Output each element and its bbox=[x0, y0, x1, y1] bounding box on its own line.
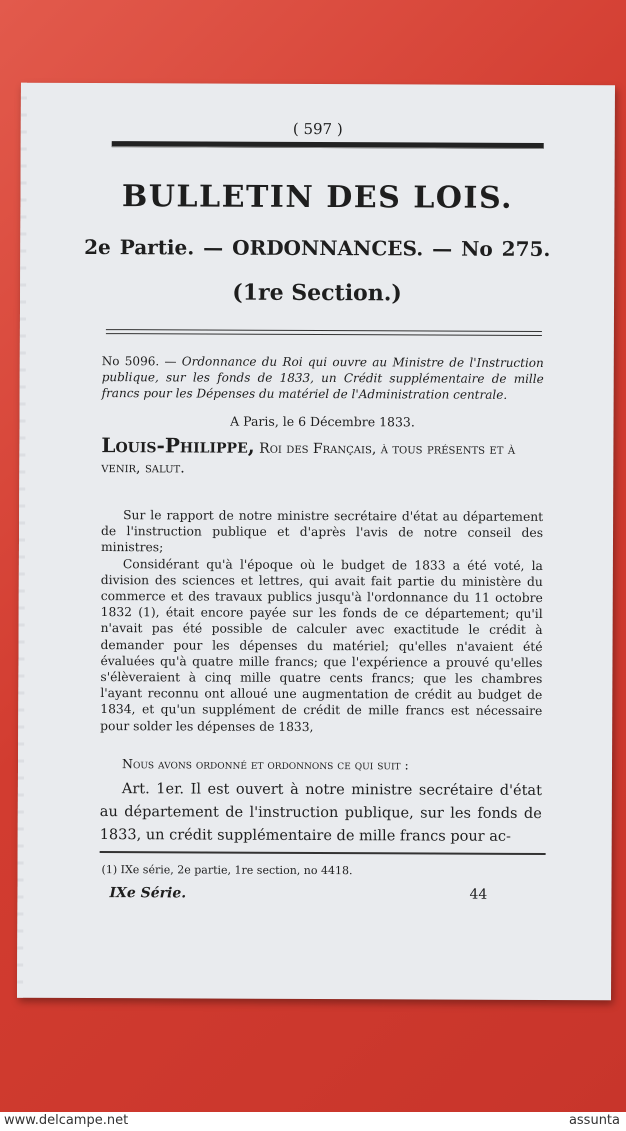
date-line: A Paris, le 6 Décembre 1833. bbox=[230, 413, 415, 430]
ordonnance-heading bbox=[102, 353, 544, 403]
header-rule bbox=[112, 141, 544, 149]
king-title: Roi des Français, à tous présents et à venir, salut. bbox=[101, 440, 516, 477]
paragraph: Sur le rapport de notre ministre secrétaire d'état au département de l'instruction publique et d'après l'avis de notre conseil des ministres; bbox=[100, 508, 544, 555]
footnote: (1) IXe série, 2e partie, 1re section, no 4418. bbox=[101, 863, 353, 878]
paragraph: Considérant qu'à l'époque où le budget de 1833 a été voté, la division des sciences et lettres, qui avait fait partie du ministère du commerce et des travaux publics jusqu'à l'ordonnance du 11 octobre 1832 (1), était encore payée sur les fonds de ce département; qu'il n'avait pas été possible de calculer avec exactitude le crédit à demander pour les dépenses du matériel; qu'elles n'avaient été évaluées qu'à quatre mille francs; que l'expérience a prouvé qu'elles s'élèveraient à cinq mille quatre cents francs; que les chambres l'ayant reconnu ont alloué une augmentation de crédit au budget de 1834, et qu'un supplément de crédit de mille francs est nécessaire pour solder les dépenses de 1833, bbox=[100, 556, 543, 734]
series-label: IXe Série. bbox=[109, 885, 187, 902]
section-rule bbox=[106, 329, 542, 336]
sheet-number: 44 bbox=[469, 886, 488, 903]
king-name: Louis-Philippe, bbox=[101, 433, 255, 458]
ordonnance-text: Ordonnance du Roi qui ouvre au Ministre de l'Instruction publique, sur les fonds de 1833, un Crédit supplémentaire de mille francs pour les Dépenses du matériel de l'Administration centrale. bbox=[101, 354, 544, 402]
ordonnance-number: No 5096. — bbox=[101, 354, 177, 369]
section-label: (1re Section.) bbox=[232, 279, 402, 307]
page-subtitle: 2e Partie. — ORDONNANCES. — No 275. bbox=[84, 234, 551, 262]
document-page bbox=[17, 83, 615, 1001]
watermark-site: www.delcampe.net bbox=[4, 1113, 129, 1128]
page-number: ( 597 ) bbox=[292, 119, 343, 139]
king-preamble bbox=[101, 435, 543, 480]
page-title: BULLETIN DES LOIS. bbox=[121, 179, 514, 216]
watermark-seller: assunta bbox=[568, 1113, 620, 1128]
footnote-rule bbox=[100, 851, 546, 855]
body-text bbox=[100, 507, 543, 736]
article-1: Art. 1er. Il est ouvert à notre ministre secrétaire d'état au département de l'instruction publique, sur les fonds de 1833, un crédit supplémentaire de mille francs pour ac- bbox=[99, 781, 542, 845]
ordonne-line: Nous avons ordonné et ordonnons ce qui suit : bbox=[121, 756, 409, 773]
watermark-bar bbox=[0, 1112, 626, 1131]
